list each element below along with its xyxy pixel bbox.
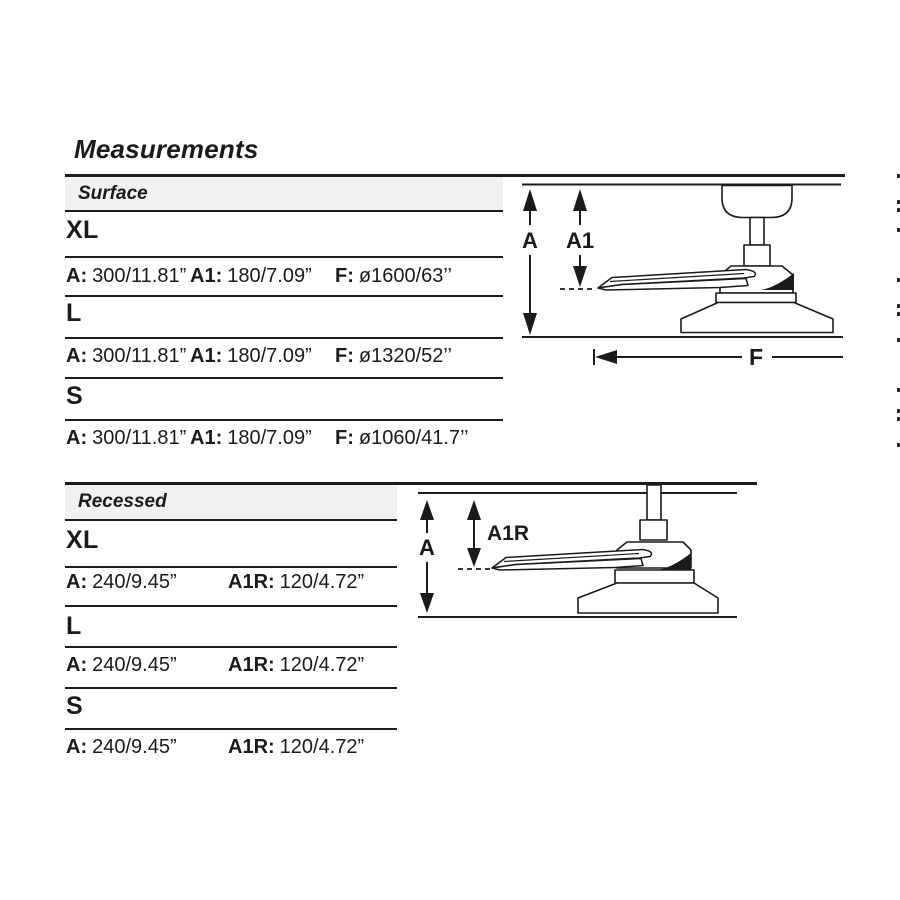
coupler <box>640 520 667 540</box>
size-heading-recessed-s: S <box>66 692 83 720</box>
downrod <box>647 485 661 520</box>
divider <box>65 295 503 297</box>
size-heading-surface-l: L <box>66 299 82 327</box>
measure-f: F: ø1060/41.7’’ <box>335 427 469 449</box>
surface-mount-diagram <box>510 178 900 378</box>
measure-f: F: ø1600/63’’ <box>335 265 452 287</box>
measure-a: A: 240/9.45” <box>66 736 177 758</box>
size-heading-recessed-xl: XL <box>66 526 99 554</box>
section-header-surface <box>65 177 503 210</box>
divider <box>65 605 397 607</box>
measure-a1: A1: 180/7.09” <box>190 265 312 287</box>
measurement-row-recessed-s <box>66 735 397 759</box>
measure-a: A: 300/11.81” <box>66 265 187 287</box>
dimension-arrow-f <box>594 344 843 370</box>
divider <box>65 687 397 689</box>
measure-a: A: 240/9.45” <box>66 571 177 593</box>
measure-a: A: 300/11.81” <box>66 427 187 449</box>
measure-a1r: A1R: 120/4.72” <box>228 571 365 593</box>
divider <box>65 256 503 258</box>
measure-a: A: 300/11.81” <box>66 345 187 367</box>
divider <box>65 566 397 568</box>
section-header-recessed <box>65 485 397 519</box>
bell-housing <box>681 303 833 333</box>
measure-a1: A1: 180/7.09” <box>190 427 312 449</box>
dimension-label-a: A <box>522 228 538 253</box>
motor-band <box>615 570 694 583</box>
measure-a1r: A1R: 120/4.72” <box>228 654 365 676</box>
dimension-label-a1r: A1R <box>487 522 530 545</box>
divider <box>65 337 503 339</box>
coupler <box>744 245 770 266</box>
section-header-recessed-label: Recessed <box>78 491 167 512</box>
canopy <box>722 186 792 218</box>
measurement-row-recessed-xl <box>66 570 397 594</box>
section-header-surface-label: Surface <box>78 182 148 204</box>
measurement-row-surface-s <box>66 426 503 450</box>
dimension-label-a1: A1 <box>565 228 595 253</box>
dimension-arrow-a <box>419 500 435 613</box>
dimension-arrow-a <box>522 189 538 335</box>
size-heading-recessed-l: L <box>66 612 82 640</box>
size-heading-surface-xl: XL <box>66 216 99 244</box>
size-heading-surface-s: S <box>66 382 83 410</box>
divider <box>65 377 503 379</box>
page-title: Measurements <box>74 134 259 164</box>
divider <box>65 210 503 212</box>
downrod <box>750 218 764 246</box>
motor-band <box>716 293 796 303</box>
dimension-label-f: F <box>748 344 764 370</box>
measure-f: F: ø1320/52’’ <box>335 345 452 367</box>
dimension-arrow-a1 <box>566 189 594 287</box>
bell-housing <box>578 583 718 613</box>
divider <box>65 646 397 648</box>
measure-a: A: 240/9.45” <box>66 654 177 676</box>
divider <box>65 519 397 521</box>
measurement-row-surface-xl <box>66 264 503 288</box>
measurement-row-recessed-l <box>66 653 397 677</box>
dimension-label-a: A <box>419 535 435 560</box>
divider <box>65 728 397 730</box>
divider <box>65 419 503 421</box>
measure-a1: A1: 180/7.09” <box>190 345 312 367</box>
measure-a1r: A1R: 120/4.72” <box>228 736 365 758</box>
recessed-mount-diagram <box>410 480 760 625</box>
measurement-row-surface-l <box>66 344 503 368</box>
